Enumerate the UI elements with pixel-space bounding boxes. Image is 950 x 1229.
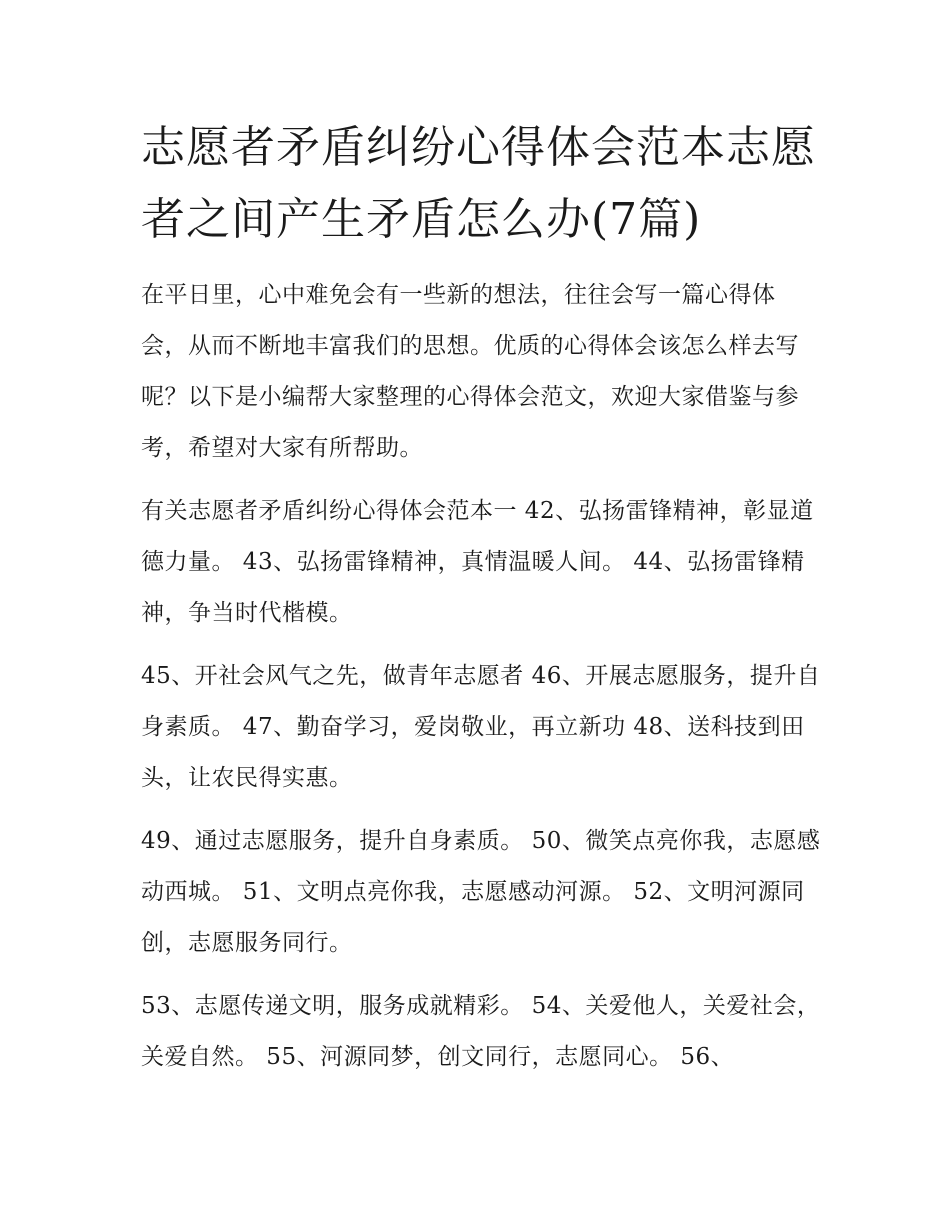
intro-paragraph: 在平日里，心中难免会有一些新的想法，往往会写一篇心得体会，从而不断地丰富我们的思想。优质的心得体会该怎么样去写呢？以下是小编帮大家整理的心得体会范文，欢迎大家借鉴与参考，希望对大家有所帮助。 <box>141 282 799 461</box>
document-body <box>141 112 821 1083</box>
body-paragraph-3: 49、通过志愿服务，提升自身素质。 50、微笑点亮你我，志愿感动西城。 51、文明点亮你我，志愿感动河源。 52、文明河源同创，志愿服务同行。 <box>141 828 821 956</box>
body-paragraph-2: 45、开社会风气之先，做青年志愿者 46、开展志愿服务，提升自身素质。 47、勤奋学习，爱岗敬业，再立新功 48、送科技到田头，让农民得实惠。 <box>141 663 821 791</box>
body-paragraph-4: 53、志愿传递文明，服务成就精彩。 54、关爱他人，关爱社会，关爱自然。 55、河源同梦，创文同行，志愿同心。 56、 <box>141 993 821 1070</box>
document-title: 志愿者矛盾纠纷心得体会范本志愿者之间产生矛盾怎么办(7篇) <box>141 122 816 245</box>
body-paragraph-1: 有关志愿者矛盾纠纷心得体会范本一 42、弘扬雷锋精神，彰显道德力量。 43、弘扬雷锋精神，真情温暖人间。 44、弘扬雷锋精神，争当时代楷模。 <box>141 498 814 626</box>
